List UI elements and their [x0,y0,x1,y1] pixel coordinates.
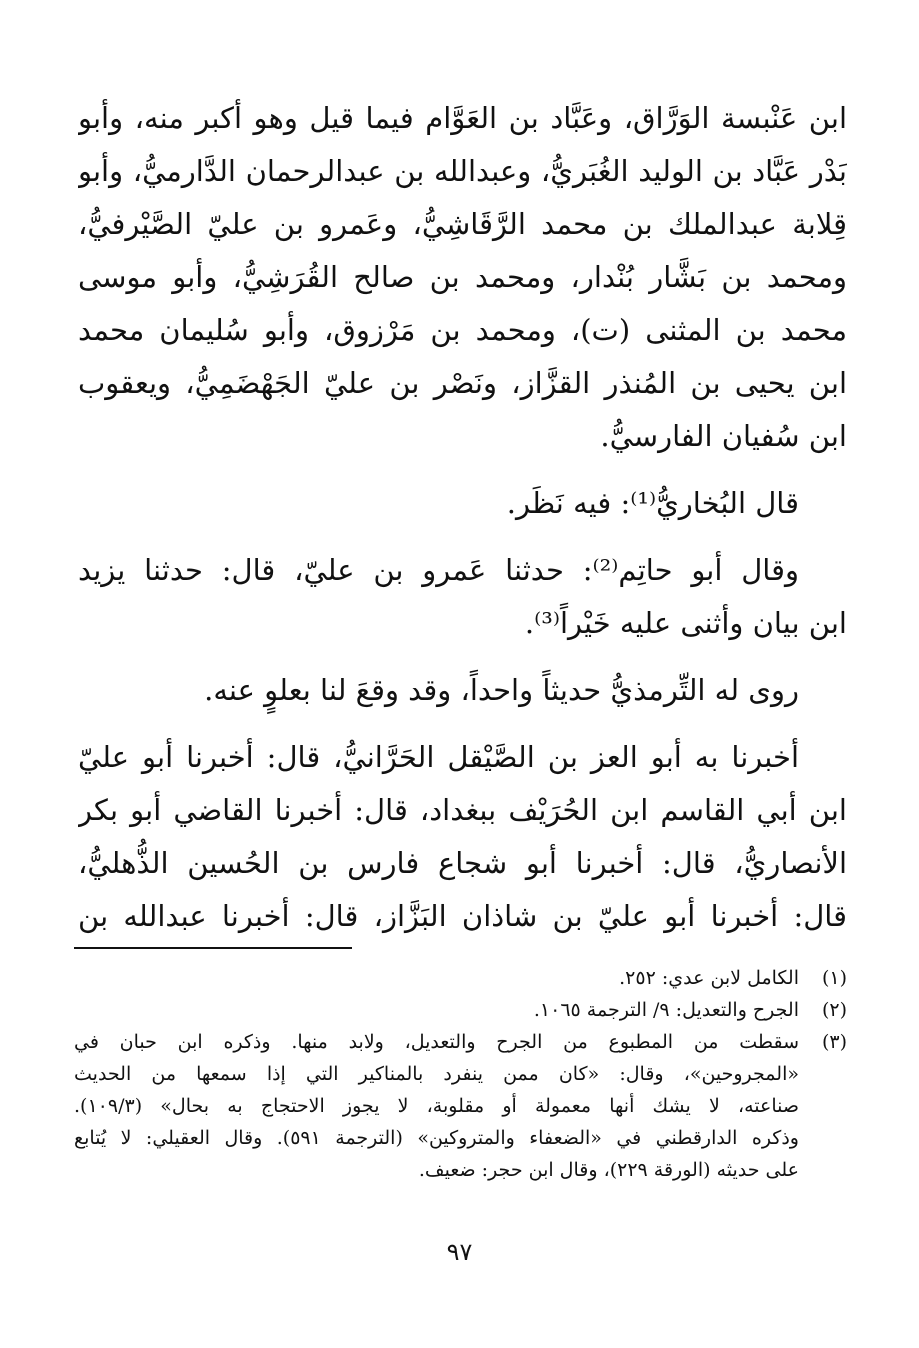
footnote-line: صناعته، لا يشك أنها معمولة أو مقلوبة، لا يجوز الاحتجاج به بحال» (١٠٩/٣). [74,1095,799,1117]
footnote-number: (٣) [821,1031,847,1053]
footnote-1 [74,962,847,994]
text-line: قال البُخاريُّ⁽¹⁾: فيه نَظَر. [506,486,799,520]
footnote-line: «المجروحين»، وقال: «كان ممن ينفرد بالمناكير التي إذا سمعها من الحديث [74,1063,799,1085]
text-line: قال: أخبرنا أبو عليّ بن شاذان البَزَّاز، قال: أخبرنا عبدالله بن [78,899,847,933]
footnote-line: الكامل لابن عدي: ٢٥٢. [619,967,799,989]
footnote-line: الجرح والتعديل: ٩/ الترجمة ١٠٦٥. [533,999,799,1021]
footnote-body [74,1026,799,1186]
paragraph-gap [78,717,847,731]
text-line: قِلابة عبدالملك بن محمد الرَّقَاشِيُّ، وعَمرو بن عليّ الصَّيْرفيُّ، [78,207,847,241]
text-line: الأنصاريُّ، قال: أخبرنا أبو شجاع فارس بن الحُسين الذُّهليُّ، [78,846,847,880]
main-text-block [78,92,847,943]
text-line: أخبرنا به أبو العز بن الصَّيْقل الحَرَّانيُّ، قال: أخبرنا أبو عليّ [78,740,799,774]
text-line: ابن أبي القاسم ابن الحُرَيْف ببغداد، قال: أخبرنا القاضي أبو بكر [78,793,847,827]
paragraph-bukhari-quote [78,477,847,530]
text-line: روى له التِّرمذيُّ حديثاً واحداً، وقد وقعَ لنا بعلوٍ عنه. [204,673,799,707]
text-line: بَدْر عَبَّاد بن الوليد الغُبَريُّ، وعبدالله بن عبدالرحمان الدَّارميُّ، وأبو [78,154,847,188]
paragraph-gap [78,530,847,544]
text-line: ابن بيان وأثنى عليه خَيْراً⁽³⁾. [524,606,847,640]
paragraph-narrators-list [78,92,847,463]
footnote-3 [74,1026,847,1186]
text-line: محمد بن المثنى (ت)، ومحمد بن مَرْزوق، وأبو سُليمان محمد [78,313,847,347]
text-line: ومحمد بن بَشَّار بُنْدار، ومحمد بن صالح القُرَشِيُّ، وأبو موسى [78,260,847,294]
paragraph-chain-of-transmission [78,731,847,943]
footnote-2 [74,994,847,1026]
page-number: ٩٧ [446,1238,473,1266]
footnote-number: (٢) [821,999,847,1021]
paragraph-tirmidhi-note [78,664,847,717]
text-line: ابن سُفيان الفارسيُّ. [600,419,847,453]
paragraph-gap [78,463,847,477]
footnote-body [74,962,799,994]
footnote-body [74,994,799,1026]
footnote-line: سقطت من المطبوع من الجرح والتعديل، ولابد منها. وذكره ابن حبان في [74,1031,799,1053]
paragraph-abu-hatim-quote [78,544,847,650]
paragraph-gap [78,650,847,664]
text-line: ابن يحيى بن المُنذر القزَّاز، ونَصْر بن عليّ الجَهْضَمِيُّ، ويعقوب [78,366,847,400]
footnote-line: وذكره الدارقطني في «الضعفاء والمتروكين» (الترجمة ٥٩١). وقال العقيلي: لا يُتابع [74,1127,799,1149]
text-line: ابن عَنْبسة الوَرَّاق، وعَبَّاد بن العَوَّام فيما قيل وهو أكبر منه، وأبو [78,101,847,135]
footnote-separator [74,947,352,949]
footnote-number: (١) [821,967,847,989]
footnotes-block [74,962,847,1186]
footnote-line: على حديثه (الورقة ٢٢٩)، وقال ابن حجر: ضعيف. [418,1159,799,1181]
text-line: وقال أبو حاتِم⁽²⁾: حدثنا عَمرو بن عليّ، قال: حدثنا يزيد [78,553,799,587]
